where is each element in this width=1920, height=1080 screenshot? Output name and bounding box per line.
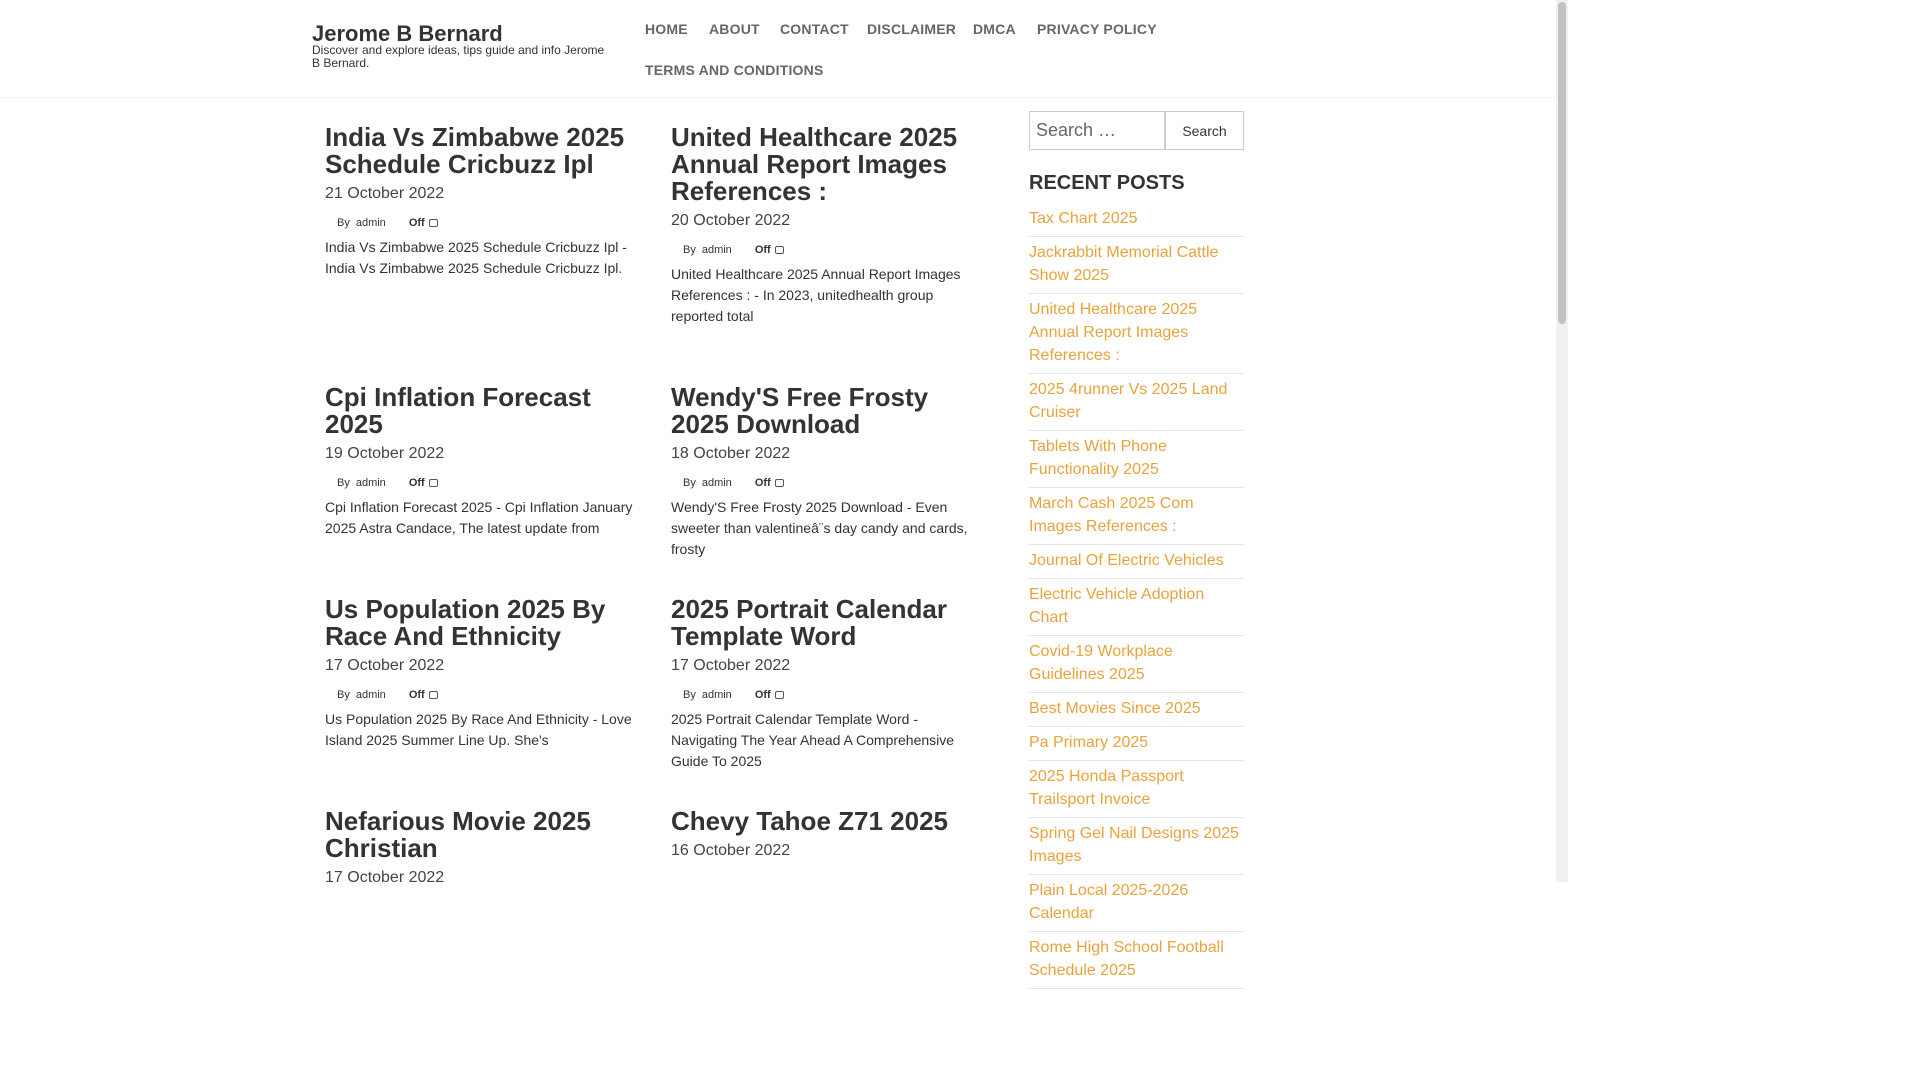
nav-dmca[interactable]: DMCA	[973, 21, 1016, 37]
comment-icon	[775, 691, 784, 699]
list-item	[1029, 545, 1244, 579]
post-title[interactable]: Nefarious Movie 2025 Christian	[325, 806, 591, 863]
list-item	[1029, 932, 1244, 989]
post-author[interactable]: admin	[355, 689, 386, 701]
list-item	[1029, 818, 1244, 875]
post-date: 17 October 2022	[325, 657, 445, 674]
post-date: 19 October 2022	[325, 445, 445, 462]
comments-status: Off	[408, 689, 425, 701]
post-meta	[671, 242, 983, 258]
post-excerpt: United Healthcare 2025 Annual Report Images References : - In 2023, unitedhealth group reported total	[671, 266, 961, 324]
post-card	[671, 596, 983, 772]
post-date: 17 October 2022	[325, 869, 445, 886]
by-label: By	[337, 217, 350, 229]
site-header	[0, 0, 1556, 98]
nav-contact[interactable]: CONTACT	[780, 21, 849, 37]
post-card	[325, 124, 647, 279]
page-scrollbar[interactable]	[1556, 0, 1568, 882]
post-date: 17 October 2022	[671, 657, 791, 674]
comments-status: Off	[408, 477, 425, 489]
post-title[interactable]: 2025 Portrait Calendar Template Word	[671, 594, 948, 651]
post-card	[671, 124, 983, 327]
post-card	[671, 384, 983, 560]
post-excerpt: Wendy'S Free Frosty 2025 Download - Even sweeter than valentineâ¨s day candy and cards, frosty	[671, 499, 968, 557]
scrollbar-thumb[interactable]	[1558, 2, 1566, 324]
nav-privacy-policy[interactable]: PRIVACY POLICY	[1037, 21, 1157, 37]
recent-post-link[interactable]: Electric Vehicle Adoption Chart	[1029, 586, 1205, 626]
list-item	[1029, 374, 1244, 431]
search-button[interactable]: Search	[1165, 111, 1244, 150]
comments-status: Off	[408, 217, 425, 229]
post-date: 21 October 2022	[325, 185, 445, 202]
post-title[interactable]: Chevy Tahoe Z71 2025	[671, 806, 948, 836]
nav-terms-and-conditions[interactable]: TERMS AND CONDITIONS	[645, 62, 824, 78]
recent-post-link[interactable]: Jackrabbit Memorial Cattle Show 2025	[1029, 244, 1219, 284]
post-title[interactable]: Wendy'S Free Frosty 2025 Download	[671, 382, 929, 439]
post-title[interactable]: India Vs Zimbabwe 2025 Schedule Cricbuzz Ipl	[325, 122, 625, 179]
recent-posts-list	[1029, 203, 1244, 989]
comment-icon	[429, 479, 438, 487]
comment-icon	[775, 246, 784, 254]
list-item	[1029, 636, 1244, 693]
recent-post-link[interactable]: Tax Chart 2025	[1029, 210, 1138, 227]
list-item	[1029, 761, 1244, 818]
recent-post-link[interactable]: Covid-19 Workplace Guidelines 2025	[1029, 643, 1173, 683]
list-item	[1029, 237, 1244, 294]
list-item	[1029, 875, 1244, 932]
list-item	[1029, 727, 1244, 761]
list-item	[1029, 693, 1244, 727]
post-author[interactable]: admin	[701, 689, 732, 701]
list-item	[1029, 488, 1244, 545]
post-card	[325, 596, 647, 751]
by-label: By	[683, 244, 696, 256]
post-meta	[325, 215, 647, 231]
by-label: By	[337, 477, 350, 489]
post-date: 16 October 2022	[671, 842, 791, 859]
list-item	[1029, 294, 1244, 374]
comments-status: Off	[754, 689, 771, 701]
post-author[interactable]: admin	[701, 477, 732, 489]
recent-posts-title: RECENT POSTS	[1029, 172, 1185, 194]
recent-post-link[interactable]: Tablets With Phone Functionality 2025	[1029, 438, 1167, 478]
recent-post-link[interactable]: Plain Local 2025-2026 Calendar	[1029, 882, 1189, 922]
site-title[interactable]: Jerome B Bernard	[312, 21, 503, 46]
recent-post-link[interactable]: 2025 4runner Vs 2025 Land Cruiser	[1029, 381, 1228, 421]
post-title[interactable]: Us Population 2025 By Race And Ethnicity	[325, 594, 606, 651]
list-item	[1029, 579, 1244, 636]
recent-post-link[interactable]: United Healthcare 2025 Annual Report Images References :	[1029, 301, 1198, 364]
post-author[interactable]: admin	[355, 477, 386, 489]
post-author[interactable]: admin	[355, 217, 386, 229]
recent-post-link[interactable]: 2025 Honda Passport Trailsport Invoice	[1029, 768, 1184, 808]
post-meta	[325, 475, 647, 491]
search-input[interactable]	[1029, 111, 1165, 150]
comment-icon	[775, 479, 784, 487]
recent-post-link[interactable]: Spring Gel Nail Designs 2025 Images	[1029, 825, 1239, 865]
nav-home[interactable]: HOME	[645, 21, 688, 37]
comments-status: Off	[754, 244, 771, 256]
recent-post-link[interactable]: Journal Of Electric Vehicles	[1029, 552, 1224, 569]
post-excerpt: Cpi Inflation Forecast 2025 - Cpi Inflation January 2025 Astra Candace, The latest update from	[325, 499, 633, 536]
nav-about[interactable]: ABOUT	[709, 21, 760, 37]
post-meta	[671, 687, 983, 703]
comment-icon	[429, 691, 438, 699]
post-meta	[671, 475, 983, 491]
by-label: By	[683, 477, 696, 489]
post-card	[671, 808, 983, 862]
post-card	[325, 808, 647, 889]
post-date: 20 October 2022	[671, 212, 791, 229]
sidebar	[1029, 111, 1244, 989]
post-title[interactable]: Cpi Inflation Forecast 2025	[325, 382, 591, 439]
post-excerpt: India Vs Zimbabwe 2025 Schedule Cricbuzz Ipl - India Vs Zimbabwe 2025 Schedule Cricbuzz Ipl.	[325, 239, 627, 276]
post-card	[325, 384, 647, 539]
by-label: By	[683, 689, 696, 701]
recent-post-link[interactable]: March Cash 2025 Com Images References :	[1029, 495, 1194, 535]
post-author[interactable]: admin	[701, 244, 732, 256]
list-item	[1029, 203, 1244, 237]
comment-icon	[429, 219, 438, 227]
search-form	[1029, 111, 1244, 150]
by-label: By	[337, 689, 350, 701]
post-excerpt: Us Population 2025 By Race And Ethnicity - Love Island 2025 Summer Line Up. She's	[325, 711, 632, 748]
list-item	[1029, 431, 1244, 488]
site-description: Discover and explore ideas, tips guide and info Jerome B Bernard.	[312, 43, 605, 70]
comments-status: Off	[754, 477, 771, 489]
post-date: 18 October 2022	[671, 445, 791, 462]
post-title[interactable]: United Healthcare 2025 Annual Report Images References :	[671, 122, 958, 206]
recent-post-link[interactable]: Rome High School Football Schedule 2025	[1029, 939, 1224, 979]
post-meta	[325, 687, 647, 703]
recent-post-link[interactable]: Best Movies Since 2025	[1029, 700, 1201, 717]
nav-disclaimer[interactable]: DISCLAIMER	[867, 21, 957, 37]
post-excerpt: 2025 Portrait Calendar Template Word - Navigating The Year Ahead A Comprehensive Guide To 2025	[671, 711, 955, 769]
recent-post-link[interactable]: Pa Primary 2025	[1029, 734, 1149, 751]
